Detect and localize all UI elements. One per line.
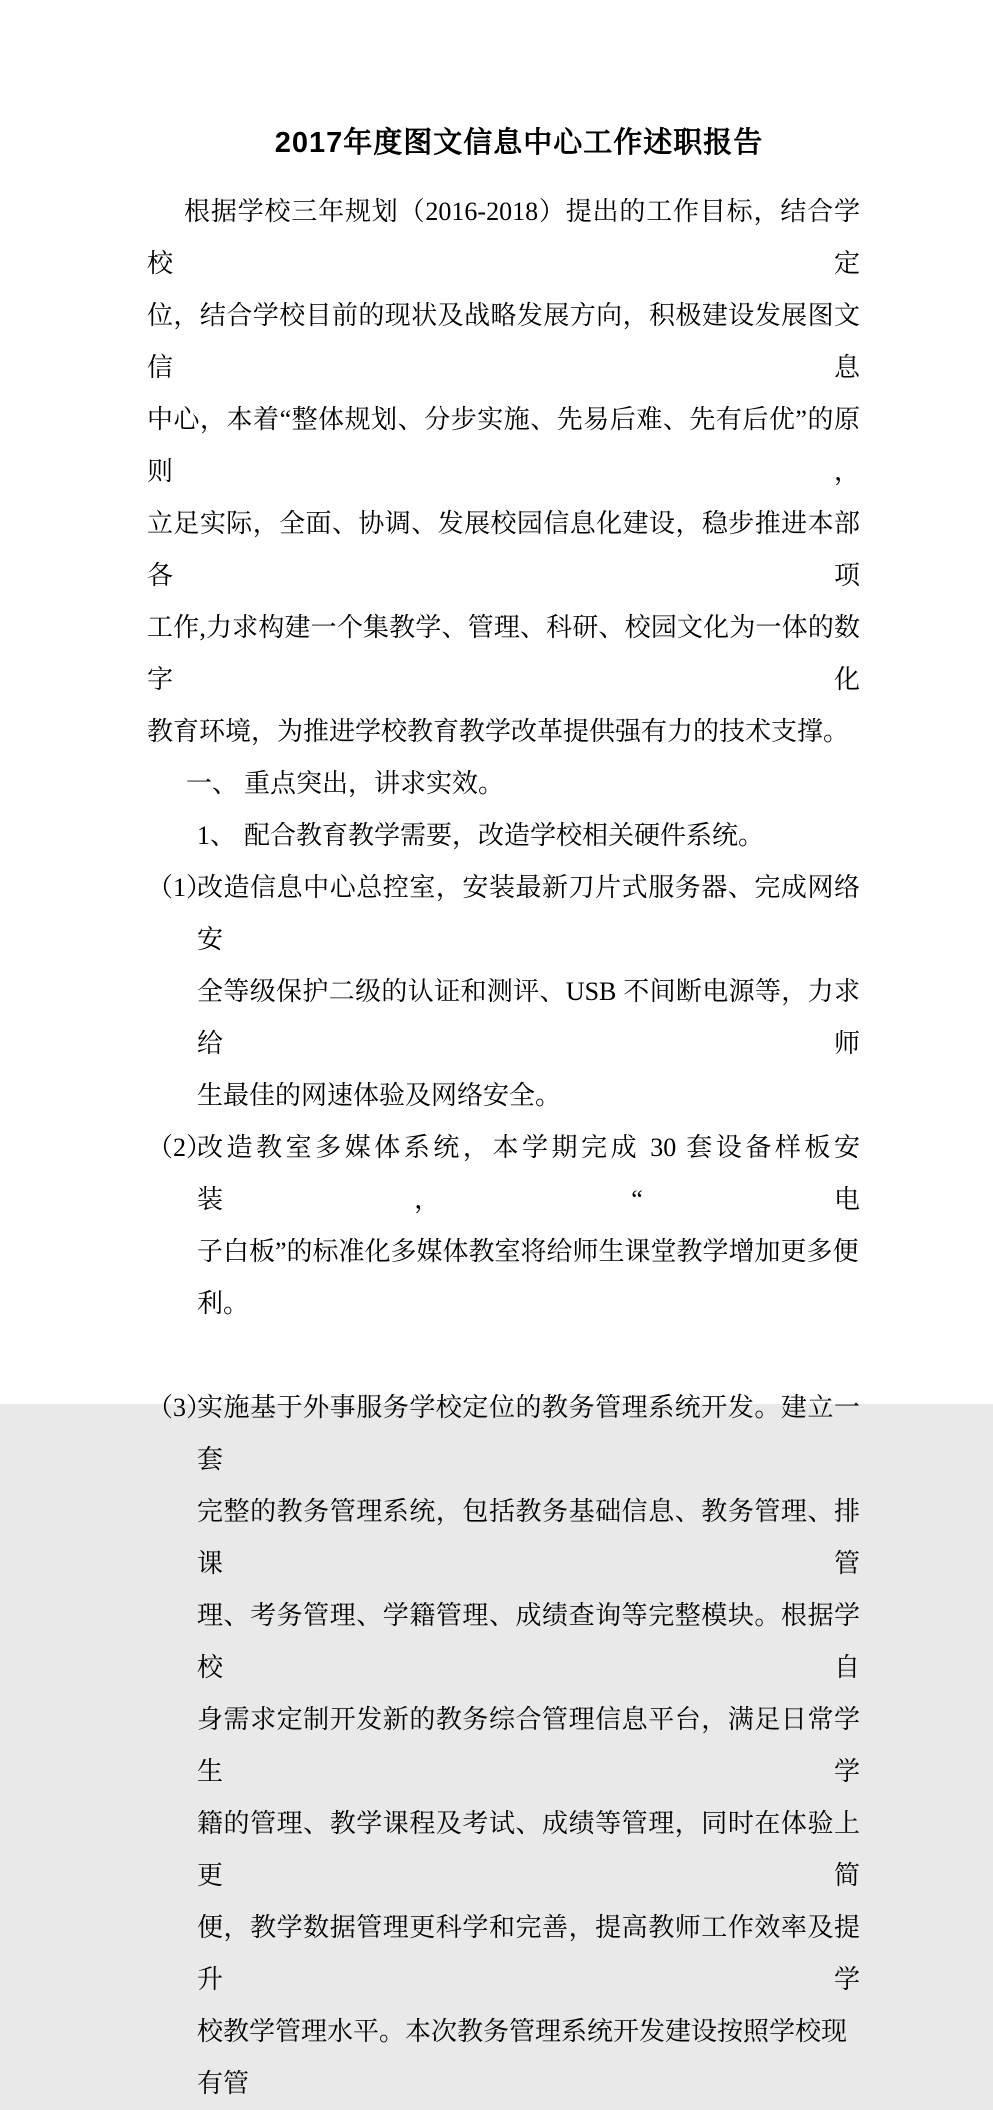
list-item-3 (147, 1382, 860, 2110)
list-item-3-marker: （3） (147, 1393, 213, 1422)
list-item-1 (147, 862, 860, 1122)
numbered-item-text: 配合教育教学需要，改造学校相关硬件系统。 (244, 821, 765, 850)
text-line: 根据学校三年规划（2016-2018）提出的工作目标，结合学校定 (147, 197, 860, 278)
text-line: 籍的管理、教学课程及考试、成绩等管理，同时在体验上更简 (197, 1809, 860, 1890)
section-heading-text: 重点突出，讲求实效。 (244, 769, 505, 798)
text-line: 理、考务管理、学籍管理、成绩查询等完整模块。根据学校自 (197, 1601, 860, 1682)
list-item-1-text (197, 862, 860, 1122)
text-line: 立足实际，全面、协调、发展校园信息化建设，稳步推进本部各项 (147, 509, 860, 590)
text-line: 教育环境，为推进学校教育教学改革提供强有力的技术支撑。 (147, 717, 850, 746)
text-line: 完整的教务管理系统，包括教务基础信息、教务管理、排课管 (197, 1497, 860, 1578)
section-heading-marker: 一、 (186, 769, 239, 798)
list-item-1-marker: （1） (147, 873, 213, 902)
text-line: 中心，本着“整体规划、分步实施、先易后难、先有后优”的原则， (147, 405, 860, 486)
numbered-item-marker: 1、 (197, 821, 237, 850)
document-title: 2017年度图文信息中心工作述职报告 (274, 127, 764, 159)
text-line: 改造信息中心总控室，安装最新刀片式服务器、完成网络安 (197, 873, 860, 954)
document-body (147, 186, 860, 2110)
numbered-item-row (147, 810, 860, 862)
text-line: 校教学管理水平。本次教务管理系统开发建设按照学校现有管 (197, 2017, 848, 2098)
text-line: 身需求定制开发新的教务综合管理信息平台，满足日常学生学 (197, 1705, 860, 1786)
list-item-2 (147, 1122, 860, 1330)
list-item-2-text (197, 1122, 860, 1330)
list-item-2-marker: （2） (147, 1133, 213, 1162)
text-line: 改造教室多媒体系统，本学期完成 30 套设备样板安装，“电 (197, 1133, 860, 1214)
section-heading-row (147, 758, 860, 810)
text-line: 全等级保护二级的认证和测评、USB 不间断电源等，力求给师 (197, 977, 860, 1058)
list-item-3-text (197, 1382, 860, 2110)
intro-paragraph (147, 186, 860, 758)
blank-line (147, 1330, 860, 1382)
text-line: 实施基于外事服务学校定位的教务管理系统开发。建立一套 (197, 1393, 860, 1474)
text-line: 工作,力求构建一个集教学、管理、科研、校园文化为一体的数字化 (147, 613, 860, 694)
text-line: 位，结合学校目前的现状及战略发展方向，积极建设发展图文信息 (147, 301, 860, 382)
text-line: 子白板”的标准化多媒体教室将给师生课堂教学增加更多便利。 (197, 1237, 859, 1318)
text-line: 便，教学数据管理更科学和完善，提高教师工作效率及提升学 (197, 1913, 860, 1994)
text-line: 生最佳的网速体验及网络安全。 (197, 1081, 562, 1110)
